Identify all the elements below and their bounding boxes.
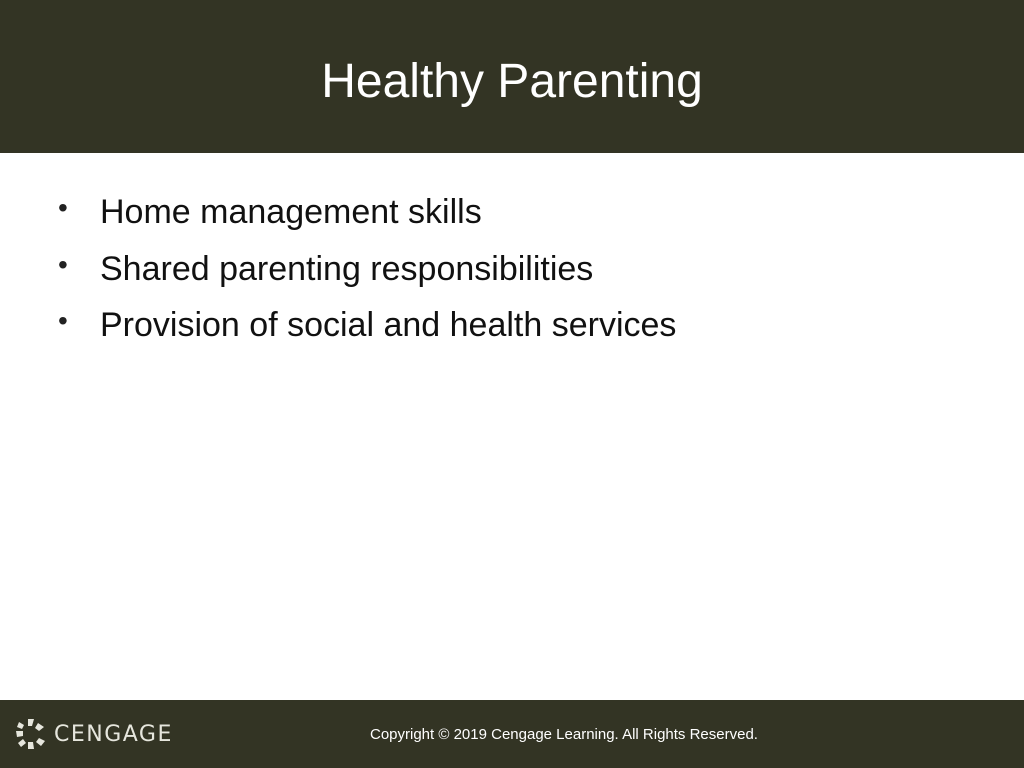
cengage-logo <box>14 717 173 751</box>
bullet-icon: • <box>58 248 68 280</box>
copyright-text: Copyright © 2019 Cengage Learning. All Rights Reserved. <box>370 726 758 743</box>
bullet-icon: • <box>58 305 68 337</box>
cengage-logo-icon <box>14 717 48 751</box>
slide-title: Healthy Parenting <box>321 55 703 108</box>
logo-text: CENGAGE <box>54 721 173 747</box>
bullet-text: Provision of social and health services <box>100 306 677 345</box>
bullet-icon: • <box>58 192 68 224</box>
bullet-text: Home management skills <box>100 193 482 232</box>
bullet-list <box>58 184 676 354</box>
title-bar <box>0 0 1024 153</box>
footer-bar <box>0 700 1024 768</box>
bullet-item <box>58 297 676 354</box>
bullet-item <box>58 241 676 298</box>
bullet-item <box>58 184 676 241</box>
bullet-text: Shared parenting responsibilities <box>100 249 594 288</box>
